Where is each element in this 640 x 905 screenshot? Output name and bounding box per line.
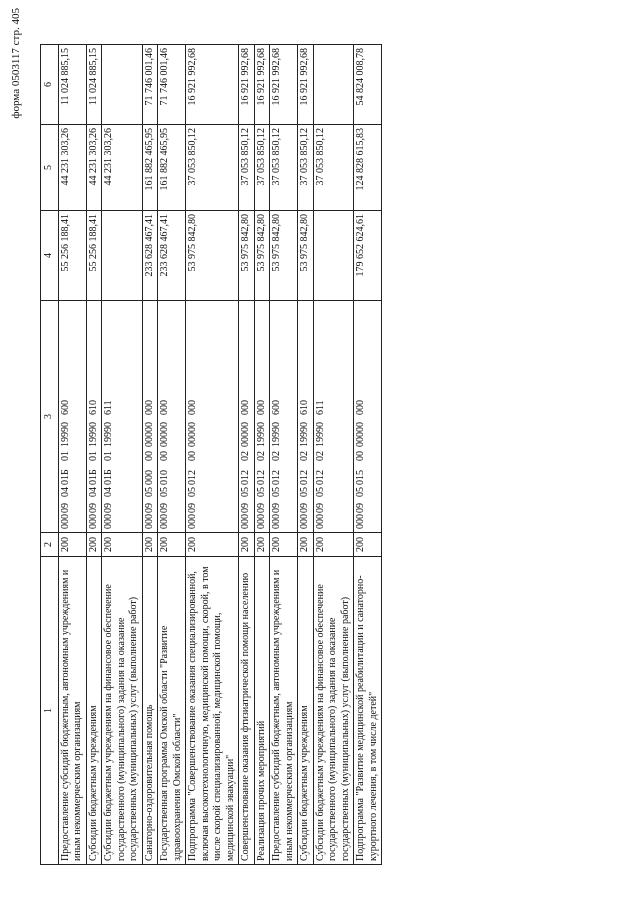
table-row	[354, 45, 382, 865]
budget-classification-code	[142, 301, 158, 533]
approved-amount: 233 628 467,41	[142, 211, 158, 301]
executed-amount: 44 231 303,26	[102, 125, 143, 211]
budget-code-part: 2	[240, 470, 251, 475]
executed-amount: 37 053 850,12	[254, 125, 270, 211]
budget-code-part: 05	[271, 487, 282, 497]
budget-code-part: 00	[159, 451, 170, 461]
row-name: Субсидии бюджетным учреждениям	[298, 557, 314, 865]
budget-code-part: 610	[87, 400, 99, 415]
line-code: 200	[58, 533, 86, 557]
line-code: 200	[86, 533, 102, 557]
executed-amount: 37 053 850,12	[239, 125, 255, 211]
budget-code-part: 01	[255, 475, 267, 485]
unexecuted-amount: 11 024 885,15	[58, 45, 86, 125]
budget-code-part: 09	[314, 503, 326, 513]
row-name: Субсидии бюджетным учреждениям на финансовое обеспечение государственного (муниципального) задания на оказание государственных (муниципальных) услуг (выполнение работ)	[102, 557, 143, 865]
approved-amount	[313, 211, 354, 301]
budget-code-part: 01	[271, 475, 282, 485]
budget-code-part: 00000	[240, 422, 251, 447]
budget-code-part: 611	[314, 400, 326, 415]
row-name: Реализация прочих мероприятий	[254, 557, 270, 865]
budget-code-part: 000	[271, 514, 282, 529]
budget-code-part: 2	[271, 470, 282, 475]
budget-code-part: 0	[159, 470, 170, 475]
budget-code-part: 19990	[255, 422, 267, 447]
column-header: 5	[41, 125, 59, 211]
budget-code-part: 09	[59, 503, 71, 513]
budget-code-part: 000	[240, 514, 251, 529]
line-code: 200	[186, 533, 239, 557]
budget-code-part: 611	[103, 400, 114, 415]
line-code: 200	[239, 533, 255, 557]
budget-code-part: 04	[87, 487, 99, 497]
budget-code-part: 01	[87, 475, 99, 485]
budget-code-part: 09	[87, 503, 99, 513]
budget-code-part: 600	[59, 400, 71, 415]
line-code: 200	[354, 533, 382, 557]
approved-amount: 233 628 467,41	[158, 211, 186, 301]
budget-code-part: 09	[159, 503, 170, 513]
approved-amount	[102, 211, 143, 301]
budget-code-part: 000	[355, 514, 366, 529]
executed-amount: 37 053 850,12	[270, 125, 298, 211]
budget-code-part: 000	[103, 514, 114, 529]
budget-code-part: 01	[103, 451, 114, 461]
row-name: Предоставление субсидий бюджетным, автономным учреждениям и иным некоммерческим организациям	[270, 557, 298, 865]
line-code: 200	[142, 533, 158, 557]
budget-code-part: 09	[240, 503, 251, 513]
budget-code-part: 02	[240, 451, 251, 461]
table-row	[313, 45, 354, 865]
row-name: Санаторно-оздоровительная помощь	[142, 557, 158, 865]
budget-code-part: 000	[143, 400, 155, 415]
budget-code-part: 000	[187, 400, 198, 415]
budget-code-part: 19990	[103, 422, 114, 447]
budget-code-part: 19990	[59, 422, 71, 447]
budget-code-part: 01	[59, 451, 71, 461]
budget-code-part: Б	[59, 469, 71, 475]
unexecuted-amount	[313, 45, 354, 125]
executed-amount: 37 053 850,12	[186, 125, 239, 211]
budget-code-part: 000	[240, 400, 251, 415]
table-row	[58, 45, 86, 865]
approved-amount: 53 975 842,80	[186, 211, 239, 301]
budget-code-part: 09	[271, 503, 282, 513]
budget-classification-code	[313, 301, 354, 533]
budget-code-part: 05	[314, 487, 326, 497]
unexecuted-amount: 16 921 992,68	[239, 45, 255, 125]
unexecuted-amount: 54 824 008,78	[354, 45, 382, 125]
approved-amount: 53 975 842,80	[254, 211, 270, 301]
budget-code-part: 01	[355, 475, 366, 485]
approved-amount: 55 256 188,41	[58, 211, 86, 301]
budget-code-part: 04	[59, 487, 71, 497]
table-row	[86, 45, 102, 865]
budget-code-part: 00000	[143, 422, 155, 447]
executed-amount: 44 231 303,26	[58, 125, 86, 211]
row-name: Субсидии бюджетным учреждениям	[86, 557, 102, 865]
budget-code-part: 05	[299, 487, 310, 497]
column-header: 4	[41, 211, 59, 301]
row-name: Подпрограмма "Совершенствование оказания специализированной, включая высокотехнологичную, медицинской помощи, скорой, в том числе скорой специализированной, медицинской помощи, медицинской эвакуации"	[186, 557, 239, 865]
budget-code-part: Б	[87, 469, 99, 475]
approved-amount: 55 256 188,41	[86, 211, 102, 301]
budget-code-part: 09	[143, 503, 155, 513]
budget-report-table	[40, 44, 382, 865]
budget-code-part: 19990	[87, 422, 99, 447]
budget-code-part: 02	[314, 451, 326, 461]
budget-classification-code	[354, 301, 382, 533]
budget-code-part: 00000	[187, 422, 198, 447]
budget-classification-code	[298, 301, 314, 533]
budget-code-part: 05	[255, 487, 267, 497]
unexecuted-amount: 16 921 992,68	[298, 45, 314, 125]
budget-code-part: 05	[159, 487, 170, 497]
budget-code-part: 01	[59, 475, 71, 485]
budget-code-part: 00000	[159, 422, 170, 447]
budget-code-part: Б	[103, 469, 114, 475]
budget-code-part: 09	[255, 503, 267, 513]
budget-code-part: 00	[187, 451, 198, 461]
budget-code-part: 5	[355, 470, 366, 475]
budget-code-part: 00	[143, 475, 155, 485]
approved-amount: 179 652 624,61	[354, 211, 382, 301]
table-row	[158, 45, 186, 865]
budget-code-part: 00	[355, 451, 366, 461]
budget-code-part: 00	[143, 451, 155, 461]
budget-classification-code	[102, 301, 143, 533]
budget-code-part: 00000	[355, 422, 366, 447]
form-label: форма 0503117 стр. 405	[10, 8, 22, 119]
budget-code-part: 000	[159, 400, 170, 415]
executed-amount: 44 231 303,26	[86, 125, 102, 211]
budget-code-part: 000	[299, 514, 310, 529]
line-code: 200	[270, 533, 298, 557]
executed-amount: 161 882 465,95	[142, 125, 158, 211]
budget-code-part: 610	[299, 400, 310, 415]
unexecuted-amount: 16 921 992,68	[186, 45, 239, 125]
budget-code-part: 05	[187, 487, 198, 497]
column-header: 2	[41, 533, 59, 557]
budget-code-part: 000	[314, 514, 326, 529]
unexecuted-amount: 71 746 001,46	[142, 45, 158, 125]
budget-code-part: 19990	[314, 422, 326, 447]
row-name: Подпрограмма "Развитие медицинской реабилитации и санаторно-курортного лечения, в том числе детей"	[354, 557, 382, 865]
table-row	[254, 45, 270, 865]
column-header: 3	[41, 301, 59, 533]
budget-code-part: 000	[159, 514, 170, 529]
budget-classification-code	[254, 301, 270, 533]
row-name: Совершенствование оказания фтизиатрической помощи населению	[239, 557, 255, 865]
executed-amount: 37 053 850,12	[313, 125, 354, 211]
budget-code-part: 000	[143, 514, 155, 529]
budget-classification-code	[86, 301, 102, 533]
table-row	[270, 45, 298, 865]
budget-classification-code	[158, 301, 186, 533]
line-code: 200	[158, 533, 186, 557]
approved-amount: 53 975 842,80	[298, 211, 314, 301]
column-header: 1	[41, 557, 59, 865]
table-row	[298, 45, 314, 865]
budget-code-part: 02	[271, 451, 282, 461]
budget-code-part: 02	[299, 451, 310, 461]
budget-code-part: 01	[159, 475, 170, 485]
executed-amount: 124 828 615,83	[354, 125, 382, 211]
budget-code-part: 000	[187, 514, 198, 529]
column-header: 6	[41, 45, 59, 125]
budget-code-part: 2	[187, 470, 198, 475]
budget-code-part: 2	[255, 470, 267, 475]
table-row	[239, 45, 255, 865]
budget-code-part: 05	[355, 487, 366, 497]
budget-code-part: 02	[255, 451, 267, 461]
budget-code-part: 000	[355, 400, 366, 415]
table-row	[186, 45, 239, 865]
budget-classification-code	[186, 301, 239, 533]
line-code: 200	[313, 533, 354, 557]
budget-classification-code	[58, 301, 86, 533]
line-code: 200	[298, 533, 314, 557]
table-row	[102, 45, 143, 865]
row-name: Предоставление субсидий бюджетным, автономным учреждениям и иным некоммерческим организациям	[58, 557, 86, 865]
budget-code-part: 2	[314, 470, 326, 475]
budget-code-part: 01	[314, 475, 326, 485]
budget-code-part: 01	[187, 475, 198, 485]
budget-code-part: 09	[187, 503, 198, 513]
unexecuted-amount: 16 921 992,68	[270, 45, 298, 125]
budget-classification-code	[270, 301, 298, 533]
budget-classification-code	[239, 301, 255, 533]
row-name: Государственная программа Омской области "Развитие здравоохранения Омской области"	[158, 557, 186, 865]
budget-code-part: 09	[299, 503, 310, 513]
budget-code-part: 05	[240, 487, 251, 497]
executed-amount: 37 053 850,12	[298, 125, 314, 211]
approved-amount: 53 975 842,80	[239, 211, 255, 301]
executed-amount: 161 882 465,95	[158, 125, 186, 211]
unexecuted-amount	[102, 45, 143, 125]
unexecuted-amount: 71 746 001,46	[158, 45, 186, 125]
budget-code-part: 01	[103, 475, 114, 485]
budget-code-part: 0	[143, 470, 155, 475]
budget-code-part: 01	[299, 475, 310, 485]
budget-code-part: 2	[299, 470, 310, 475]
unexecuted-amount: 11 024 885,15	[86, 45, 102, 125]
line-code: 200	[254, 533, 270, 557]
budget-code-part: 000	[255, 514, 267, 529]
row-name: Субсидии бюджетным учреждениям на финансовое обеспечение государственного (муниципального) задания на оказание государственных (муниципальных) услуг (выполнение работ)	[313, 557, 354, 865]
line-code: 200	[102, 533, 143, 557]
unexecuted-amount: 16 921 992,68	[254, 45, 270, 125]
budget-code-part: 000	[87, 514, 99, 529]
budget-code-part: 01	[240, 475, 251, 485]
budget-code-part: 05	[143, 487, 155, 497]
column-number-row	[41, 45, 59, 865]
budget-code-part: 04	[103, 487, 114, 497]
budget-code-part: 19990	[299, 422, 310, 447]
budget-code-part: 01	[87, 451, 99, 461]
budget-code-part: 000	[59, 514, 71, 529]
budget-code-part: 19990	[271, 422, 282, 447]
budget-code-part: 09	[355, 503, 366, 513]
budget-code-part: 09	[103, 503, 114, 513]
budget-code-part: 600	[271, 400, 282, 415]
approved-amount: 53 975 842,80	[270, 211, 298, 301]
budget-code-part: 000	[255, 400, 267, 415]
table-row	[142, 45, 158, 865]
